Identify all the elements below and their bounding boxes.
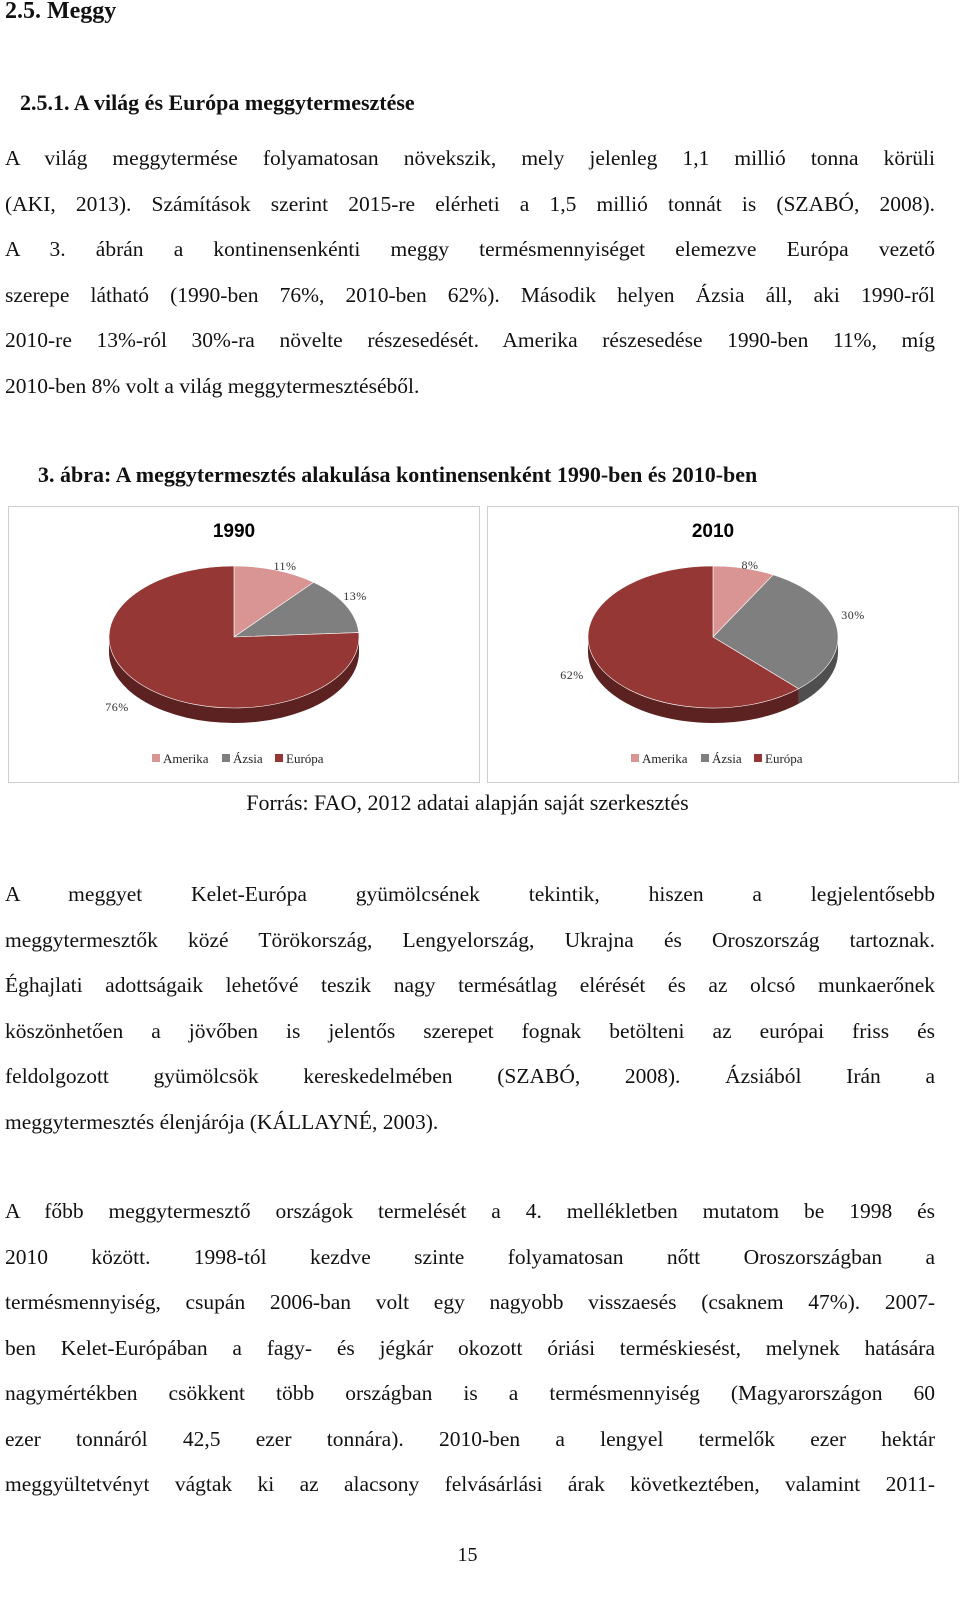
paragraph-line: feldolgozott gyümölcsök kereskedelmében (SZABÓ, 2008). Ázsiából Irán a bbox=[5, 1064, 935, 1088]
paragraph-line: A világ meggytermése folyamatosan növekszik, mely jelenleg 1,1 millió tonna körüli bbox=[5, 146, 935, 170]
paragraph-line: termésmennyiség, csupán 2006-ban volt egy nagyobb visszaesés (csaknem 47%). 2007- bbox=[5, 1290, 935, 1314]
legend-label-amerika: Amerika bbox=[642, 751, 688, 766]
legend-label-európa: Európa bbox=[765, 751, 803, 766]
data-label-európa: 76% bbox=[105, 700, 129, 714]
paragraph-line: meggyültetvényt vágtak ki az alacsony felvásárlási árak következtében, valamint 2011- bbox=[5, 1472, 935, 1496]
legend-swatch-amerika bbox=[152, 754, 160, 762]
paragraph-line: köszönhetően a jövőben is jelentős szerepet fognak betölteni az európai friss és bbox=[5, 1018, 935, 1043]
legend-swatch-európa bbox=[275, 754, 283, 762]
paragraph-line: A főbb meggytermesztő országok termelését a 4. mellékletben mutatom be 1998 és bbox=[5, 1199, 935, 1223]
chart-2010 bbox=[487, 506, 959, 783]
pie-chart-1990-svg bbox=[9, 507, 479, 782]
legend-label-amerika: Amerika bbox=[163, 751, 209, 766]
paragraph-line: A 3. ábrán a kontinensenkénti meggy termésmennyiséget elemezve Európa vezető bbox=[5, 237, 935, 261]
paragraph-line: A meggyet Kelet-Európa gyümölcsének tekintik, hiszen a legjelentősebb bbox=[5, 882, 935, 906]
legend-swatch-európa bbox=[754, 754, 762, 762]
subsection-heading: 2.5.1. A világ és Európa meggytermesztése bbox=[20, 90, 415, 115]
paragraph-line: 2010-ben 8% volt a világ meggytermesztéséből. bbox=[5, 373, 420, 398]
paragraph-line: Éghajlati adottságaik lehetővé teszik nagy termésátlag elérését és az olcsó munkaerőnek bbox=[5, 973, 935, 997]
data-label-ázsia: 13% bbox=[343, 589, 367, 603]
paragraph-line: meggytermesztés élenjárója (KÁLLAYNÉ, 2003). bbox=[5, 1109, 439, 1134]
chart-title: 1990 bbox=[212, 521, 256, 542]
legend-swatch-amerika bbox=[631, 754, 639, 762]
figure-source: Forrás: FAO, 2012 adatai alapján saját szerkesztés bbox=[246, 790, 689, 815]
paragraph-line: ezer tonnáról 42,5 ezer tonnára). 2010-ben a lengyel termelők ezer hektár bbox=[5, 1426, 935, 1451]
chart-1990 bbox=[8, 506, 480, 783]
paragraph-line: ben Kelet-Európában a fagy- és jégkár okozott óriási terméskiesést, melynek hatására bbox=[5, 1335, 935, 1360]
paragraph-line: 2010-re 13%-ról 30%-ra növelte részesedését. Amerika részesedése 1990-ben 11%, míg bbox=[5, 328, 935, 352]
chart-title: 2010 bbox=[691, 521, 735, 542]
legend-label-ázsia: Ázsia bbox=[233, 751, 263, 766]
figure-title: 3. ábra: A meggytermesztés alakulása kontinensenként 1990-ben és 2010-ben bbox=[38, 462, 758, 487]
data-label-európa: 62% bbox=[560, 668, 584, 682]
paragraph-line: nagymértékben csökkent több országban is a termésmennyiség (Magyarországon 60 bbox=[5, 1381, 935, 1405]
legend-swatch-ázsia bbox=[222, 754, 230, 762]
paragraph-line: 2010 között. 1998-tól kezdve szinte folyamatosan nőtt Oroszországban a bbox=[5, 1244, 935, 1269]
data-label-amerika: 11% bbox=[273, 559, 297, 573]
paragraph-line: (AKI, 2013). Számítások szerint 2015-re elérheti a 1,5 millió tonnát is (SZABÓ, 2008). bbox=[5, 191, 935, 216]
page-number: 15 bbox=[457, 1544, 478, 1566]
legend-swatch-ázsia bbox=[701, 754, 709, 762]
data-label-ázsia: 30% bbox=[841, 608, 865, 622]
legend-label-ázsia: Ázsia bbox=[712, 751, 742, 766]
data-label-amerika: 8% bbox=[741, 558, 759, 572]
paragraph-east-europe bbox=[5, 872, 935, 1145]
paragraph-intro bbox=[5, 136, 935, 409]
pie-chart-2010-svg bbox=[488, 507, 958, 782]
paragraph-producers bbox=[5, 1189, 935, 1508]
paragraph-line: szerepe látható (1990-ben 76%, 2010-ben 62%). Második helyen Ázsia áll, aki 1990-ről bbox=[5, 282, 935, 307]
legend-label-európa: Európa bbox=[286, 751, 324, 766]
paragraph-line: meggytermesztők közé Törökország, Lengyelország, Ukrajna és Oroszország tartoznak. bbox=[5, 927, 935, 952]
section-heading: 2.5. Meggy bbox=[5, 0, 117, 24]
